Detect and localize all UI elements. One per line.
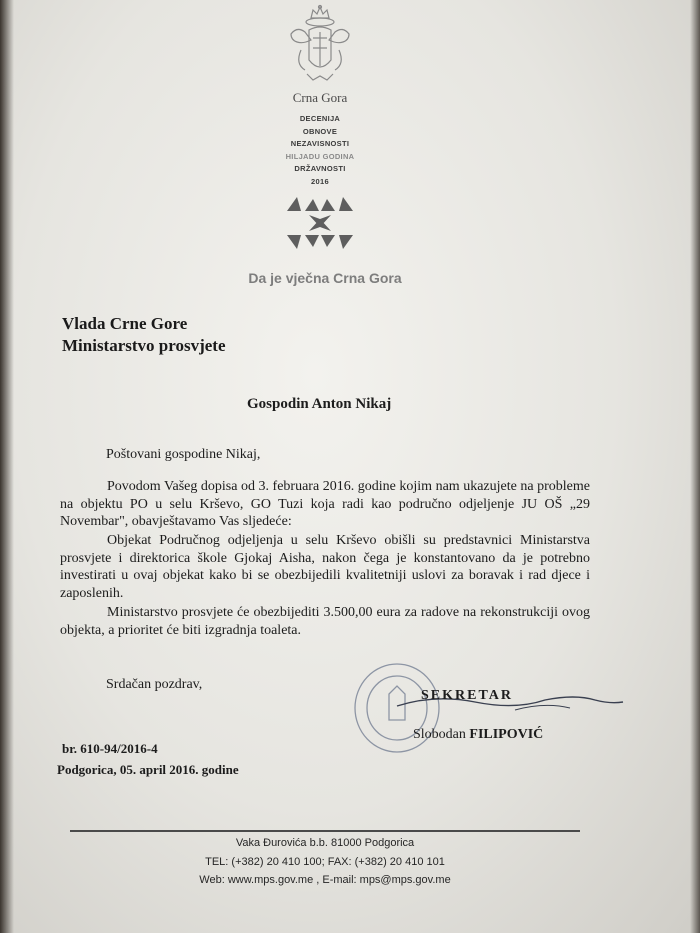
signer-last-name: FILIPOVIĆ	[469, 727, 544, 742]
sender-government: Vlada Crne Gore	[62, 314, 188, 333]
body-paragraph: Objekat Područnog odjeljenja u selu Krševo obišli su predstavnici Ministarstva prosvjete i direktorica škole Gjokaj Aisha, nakon čega je konstantovano da je potrebno investirati u ovaj objekat kako bi se obezbijedili kvalitetniji uslovi za boravak i rad djece i zaposlenih.	[60, 533, 590, 601]
country-name: Crna Gora	[292, 90, 348, 105]
decade-line: HILJADU GODINA	[285, 151, 355, 161]
decade-line: DRŽAVNOSTI	[294, 164, 346, 173]
greeting: Poštovani gospodine Nikaj,	[106, 447, 261, 462]
page-edge-shadow	[690, 0, 700, 933]
footer-phone: TEL: (+382) 20 410 100; FAX: (+382) 20 410 101	[205, 856, 445, 868]
coat-of-arms-icon	[283, 4, 357, 86]
footer-divider	[70, 830, 580, 832]
place-and-date: Podgorica, 05. april 2016. godine	[57, 762, 239, 777]
decade-line: NEZAVISNOSTI	[290, 139, 350, 148]
slogan: Da je vječna Crna Gora	[248, 270, 402, 286]
page-edge-shadow	[0, 0, 14, 933]
decade-emblem-text	[270, 113, 370, 188]
decade-line: DECENIJA	[299, 114, 341, 123]
reference-number: br. 610-94/2016-4	[62, 741, 158, 756]
closing-salutation: Srdačan pozdrav,	[106, 677, 203, 692]
body-paragraph: Ministarstvo prosvjete će obezbijediti 3.500,00 eura za radove na rekonstrukciji ovog objekta, a prioritet će biti izgradnja toaleta.	[60, 605, 590, 638]
signer-title: SEKRETAR	[421, 688, 513, 703]
anniversary-emblem-icon	[283, 193, 357, 253]
body-paragraph: Povodom Vašeg dopisa od 3. februara 2016. godine kojim nam ukazujete na probleme na objektu PO u selu Krševo, GO Tuzi koja radi kao područno odjeljenje JU OŠ „29 Novembar", obavještavamo Vas sljedeće:	[60, 479, 590, 529]
signer-first-name: Slobodan	[413, 727, 466, 742]
signer-name	[413, 727, 543, 743]
recipient-name: Gospodin Anton Nikaj	[247, 396, 392, 412]
decade-line: OBNOVE	[302, 126, 338, 136]
footer-address: Vaka Đurovića b.b. 81000 Podgorica	[235, 837, 415, 849]
footer-web: Web: www.mps.gov.me , E-mail: mps@mps.gov.me	[199, 874, 451, 886]
sender-ministry: Ministarstvo prosvjete	[62, 336, 226, 355]
decade-line: 2016	[311, 176, 329, 186]
